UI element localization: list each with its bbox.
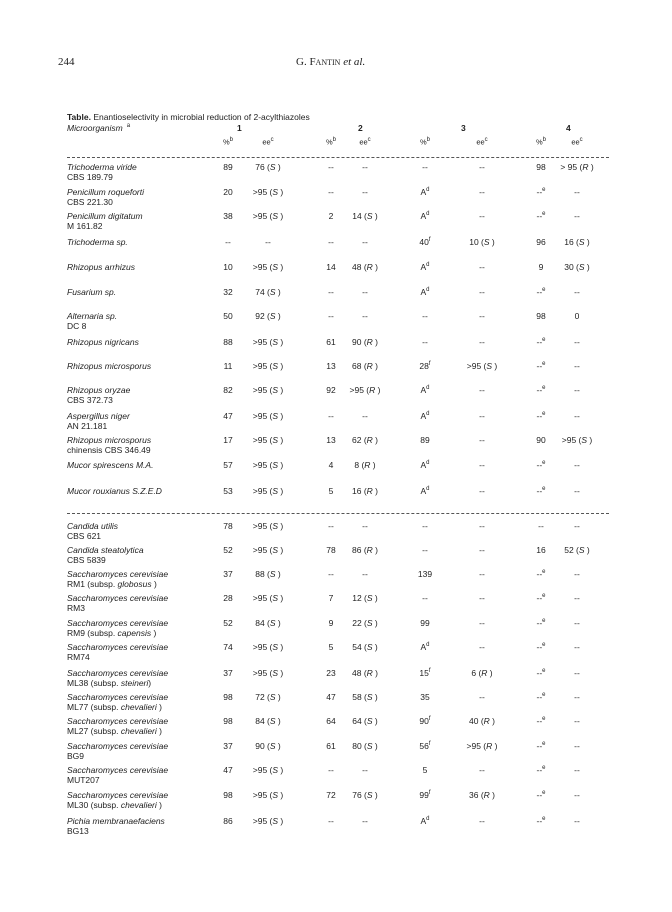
yield-cell: $A^d$ (420, 211, 430, 221)
ee-cell: -- (362, 187, 368, 197)
yield-cell: -- (328, 311, 334, 321)
organism-name: Penicillum digitatum (67, 211, 143, 221)
yield-cell: 86 (223, 816, 233, 826)
organism-name: Aspergillus niger (67, 411, 130, 421)
ee-cell: -- (479, 593, 485, 603)
strain-label: CBS 372.73 (67, 395, 113, 405)
yield-cell: 53 (223, 486, 233, 496)
yield-cell: --$^e$ (536, 287, 546, 297)
yield-cell: 50 (223, 311, 233, 321)
ee-cell: >95 (S ) (252, 411, 284, 421)
ee-cell: 0 (574, 311, 580, 321)
compound-2-header: 2 (358, 123, 363, 133)
yield-cell: 11 (223, 361, 233, 371)
yield-cell: --$^e$ (536, 668, 546, 678)
yield-cell: 78 (223, 521, 233, 531)
yield-cell: 37 (223, 668, 233, 678)
ee-cell: 48 (R ) (352, 668, 378, 678)
ee-cell: -- (479, 287, 485, 297)
organism-name: Rhizopus nigricans (67, 337, 139, 347)
yield-cell: 28 (223, 593, 233, 603)
yield-cell: --$^e$ (536, 569, 546, 579)
percent-subheader: %$^b$ (325, 137, 337, 147)
yield-cell: -- (328, 237, 334, 247)
ee-subheader: $ee^c$ (262, 137, 274, 147)
ee-cell: >95 (S ) (252, 593, 284, 603)
ee-cell: >95 (S ) (252, 486, 284, 496)
ee-cell: >95 (R ) (466, 741, 498, 751)
yield-cell: -- (328, 521, 334, 531)
ee-cell: -- (574, 716, 580, 726)
ee-cell: 86 (R ) (352, 545, 378, 555)
ee-cell: -- (574, 668, 580, 678)
yield-cell: 7 (328, 593, 334, 603)
yield-cell: 56$^f$ (419, 741, 431, 751)
strain-label: chinensis CBS 346.49 (67, 445, 151, 455)
organism-name: Saccharomyces cerevisiae (67, 642, 169, 652)
ee-cell: -- (362, 411, 368, 421)
ee-cell: -- (574, 593, 580, 603)
yield-cell: -- (328, 287, 334, 297)
ee-cell: >95 (S ) (252, 262, 284, 272)
ee-cell: 6 (R ) (471, 668, 493, 678)
ee-cell: 8 (R ) (354, 460, 376, 470)
table-divider-top (67, 157, 609, 158)
ee-cell: 72 (S ) (255, 692, 281, 702)
strain-label: BG13 (67, 826, 89, 836)
ee-cell: >95 (S ) (252, 521, 284, 531)
yield-cell: --$^e$ (536, 642, 546, 652)
organism-name: Saccharomyces cerevisiae (67, 765, 169, 775)
yield-cell: --$^e$ (536, 765, 546, 775)
strain-label: AN 21.181 (67, 421, 108, 431)
ee-cell: -- (362, 311, 368, 321)
yield-cell: --$^e$ (536, 187, 546, 197)
ee-subheader: $ee^c$ (571, 137, 583, 147)
yield-cell: -- (328, 816, 334, 826)
percent-subheader: %$^b$ (222, 137, 234, 147)
yield-cell: -- (328, 411, 334, 421)
yield-cell: --$^e$ (536, 716, 546, 726)
compound-3-header: 3 (461, 123, 466, 133)
ee-cell: -- (479, 337, 485, 347)
ee-cell: >95 (S ) (252, 668, 284, 678)
ee-cell: -- (479, 435, 485, 445)
strain-label: RM3 (67, 603, 85, 613)
yield-cell: 98 (536, 162, 546, 172)
yield-cell: 9 (538, 262, 544, 272)
ee-cell: -- (574, 211, 580, 221)
ee-cell: >95 (R ) (349, 385, 381, 395)
yield-cell: 40$^f$ (419, 237, 431, 247)
ee-cell: 80 (S ) (352, 741, 378, 751)
ee-cell: -- (574, 385, 580, 395)
yield-cell: --$^e$ (536, 692, 546, 702)
organism-name: Candida utilis (67, 521, 119, 531)
microorganism-header: Microorganism $^a$ (67, 123, 131, 133)
ee-cell: 16 (R ) (352, 486, 378, 496)
yield-cell: 5 (328, 486, 334, 496)
ee-cell: -- (479, 618, 485, 628)
yield-cell: --$^e$ (536, 361, 546, 371)
compound-1-header: 1 (237, 123, 242, 133)
yield-cell: -- (328, 765, 334, 775)
organism-name: Candida steatolytica (67, 545, 144, 555)
ee-cell: -- (479, 692, 485, 702)
strain-label: RM1 (subsp. globosus ) (67, 579, 157, 589)
ee-cell: 48 (R ) (352, 262, 378, 272)
yield-cell: 2 (328, 211, 334, 221)
ee-cell: -- (479, 411, 485, 421)
strain-label: CBS 221.30 (67, 197, 113, 207)
ee-cell: -- (362, 816, 368, 826)
ee-cell: >95 (S ) (466, 361, 498, 371)
yield-cell: $A^d$ (420, 187, 430, 197)
yield-cell: --$^e$ (536, 816, 546, 826)
ee-cell: 76 (S ) (255, 162, 281, 172)
ee-cell: 74 (S ) (255, 287, 281, 297)
ee-cell: 16 (S ) (564, 237, 590, 247)
organism-name: Trichoderma sp. (67, 237, 128, 247)
yield-cell: 98 (536, 311, 546, 321)
yield-cell: 98 (223, 716, 233, 726)
yield-cell: 16 (536, 545, 546, 555)
yield-cell: 61 (326, 741, 336, 751)
yield-cell: -- (225, 237, 231, 247)
yield-cell: 89 (420, 435, 430, 445)
yield-cell: -- (422, 545, 428, 555)
ee-subheader: $ee^c$ (359, 137, 371, 147)
yield-cell: -- (422, 521, 428, 531)
yield-cell: 99 (420, 618, 430, 628)
ee-cell: 14 (S ) (352, 211, 378, 221)
yield-cell: $A^d$ (420, 642, 430, 652)
ee-cell: -- (574, 460, 580, 470)
yield-cell: --$^e$ (536, 211, 546, 221)
organism-name: Saccharomyces cerevisiae (67, 668, 169, 678)
strain-label: RM9 (subsp. capensis ) (67, 628, 157, 638)
strain-label: ML38 (subsp. steineri) (67, 678, 152, 688)
ee-cell: -- (479, 569, 485, 579)
yield-cell: 23 (326, 668, 336, 678)
ee-cell: -- (574, 642, 580, 652)
organism-name: Rhizopus arrhizus (67, 262, 136, 272)
yield-cell: 5 (422, 765, 428, 775)
ee-cell: 30 (S ) (564, 262, 590, 272)
organism-name: Penicillum roqueforti (67, 187, 145, 197)
ee-cell: -- (479, 765, 485, 775)
yield-cell: 72 (326, 790, 336, 800)
ee-cell: -- (479, 162, 485, 172)
ee-cell: 68 (R ) (352, 361, 378, 371)
strain-label: ML77 (subsp. chevalieri ) (67, 702, 162, 712)
ee-cell: -- (574, 287, 580, 297)
yield-cell: 89 (223, 162, 233, 172)
ee-cell: 84 (S ) (255, 618, 281, 628)
yield-cell: 57 (223, 460, 233, 470)
ee-cell: -- (479, 642, 485, 652)
yield-cell: --$^e$ (536, 618, 546, 628)
yield-cell: $A^d$ (420, 385, 430, 395)
organism-name: Mucor rouxianus S.Z.E.D (67, 486, 162, 496)
ee-cell: 84 (S ) (255, 716, 281, 726)
ee-cell: -- (479, 545, 485, 555)
strain-label: MUT207 (67, 775, 100, 785)
organism-name: Trichoderma viride (67, 162, 137, 172)
yield-cell: 38 (223, 211, 233, 221)
organism-name: Fusarium sp. (67, 287, 117, 297)
ee-cell: 88 (S ) (255, 569, 281, 579)
ee-cell: >95 (S ) (252, 337, 284, 347)
strain-label: BG9 (67, 751, 85, 761)
yield-cell: 5 (328, 642, 334, 652)
ee-cell: >95 (S ) (252, 211, 284, 221)
yield-cell: 90 (536, 435, 546, 445)
ee-cell: > 95 (R ) (560, 162, 594, 172)
yield-cell: 10 (223, 262, 233, 272)
organism-name: Saccharomyces cerevisiae (67, 716, 169, 726)
ee-cell: 10 (S ) (469, 237, 495, 247)
ee-cell: 58 (S ) (352, 692, 378, 702)
yield-cell: 139 (417, 569, 433, 579)
ee-cell: -- (574, 337, 580, 347)
yield-cell: $A^d$ (420, 411, 430, 421)
yield-cell: --$^e$ (536, 460, 546, 470)
yield-cell: 35 (420, 692, 430, 702)
yield-cell: 52 (223, 618, 233, 628)
yield-cell: $A^d$ (420, 460, 430, 470)
yield-cell: -- (422, 311, 428, 321)
yield-cell: $A^d$ (420, 262, 430, 272)
yield-cell: 74 (223, 642, 233, 652)
yield-cell: -- (538, 521, 544, 531)
ee-cell: -- (574, 187, 580, 197)
yield-cell: -- (422, 337, 428, 347)
strain-label: DC 8 (67, 321, 87, 331)
yield-cell: $A^d$ (420, 816, 430, 826)
yield-cell: 20 (223, 187, 233, 197)
yield-cell: $A^d$ (420, 287, 430, 297)
yield-cell: 96 (536, 237, 546, 247)
ee-cell: -- (362, 765, 368, 775)
ee-cell: -- (362, 521, 368, 531)
yield-cell: --$^e$ (536, 486, 546, 496)
ee-cell: -- (574, 569, 580, 579)
percent-subheader: %$^b$ (419, 137, 431, 147)
yield-cell: --$^e$ (536, 593, 546, 603)
yield-cell: 37 (223, 741, 233, 751)
organism-name: Saccharomyces cerevisiae (67, 618, 169, 628)
yield-cell: --$^e$ (536, 411, 546, 421)
yield-cell: 15$^f$ (419, 668, 431, 678)
ee-cell: 90 (S ) (255, 741, 281, 751)
strain-label: ML30 (subsp. chevalieri ) (67, 800, 162, 810)
yield-cell: 47 (223, 411, 233, 421)
yield-cell: 61 (326, 337, 336, 347)
ee-cell: 52 (S ) (564, 545, 590, 555)
yield-cell: -- (328, 162, 334, 172)
yield-cell: 82 (223, 385, 233, 395)
organism-name: Rhizopus microsporus (67, 435, 152, 445)
ee-cell: -- (574, 411, 580, 421)
yield-cell: -- (328, 569, 334, 579)
strain-label: ML27 (subsp. chevalieri ) (67, 726, 162, 736)
yield-cell: 78 (326, 545, 336, 555)
ee-cell: -- (479, 211, 485, 221)
ee-cell: >95 (S ) (252, 385, 284, 395)
yield-cell: 64 (326, 716, 336, 726)
strain-label: M 161.82 (67, 221, 103, 231)
organism-name: Saccharomyces cerevisiae (67, 692, 169, 702)
yield-cell: $A^d$ (420, 486, 430, 496)
ee-cell: -- (574, 486, 580, 496)
ee-cell: -- (362, 162, 368, 172)
ee-cell: 90 (R ) (352, 337, 378, 347)
ee-cell: -- (574, 765, 580, 775)
organism-name: Rhizopus oryzae (67, 385, 131, 395)
compound-4-header: 4 (566, 123, 571, 133)
ee-cell: >95 (S ) (252, 545, 284, 555)
ee-cell: 22 (S ) (352, 618, 378, 628)
yield-cell: 37 (223, 569, 233, 579)
yield-cell: 92 (326, 385, 336, 395)
ee-cell: -- (574, 618, 580, 628)
ee-cell: -- (362, 569, 368, 579)
yield-cell: -- (328, 187, 334, 197)
ee-cell: -- (362, 287, 368, 297)
ee-cell: 40 (R ) (469, 716, 495, 726)
ee-subheader: $ee^c$ (476, 137, 488, 147)
organism-name: Saccharomyces cerevisiae (67, 593, 169, 603)
yield-cell: 90$^f$ (419, 716, 431, 726)
ee-cell: -- (574, 790, 580, 800)
organism-name: Saccharomyces cerevisiae (67, 741, 169, 751)
ee-cell: >95 (S ) (252, 435, 284, 445)
yield-cell: 9 (328, 618, 334, 628)
strain-label: CBS 5839 (67, 555, 106, 565)
ee-cell: >95 (S ) (252, 816, 284, 826)
ee-cell: -- (574, 692, 580, 702)
organism-name: Alternaria sp. (67, 311, 118, 321)
ee-cell: >95 (S ) (252, 765, 284, 775)
ee-cell: -- (265, 237, 271, 247)
ee-cell: >95 (S ) (252, 361, 284, 371)
strain-label: CBS 621 (67, 531, 102, 541)
yield-cell: 4 (328, 460, 334, 470)
running-title: G. Fantin et al. (296, 56, 366, 68)
organism-name: Saccharomyces cerevisiae (67, 569, 169, 579)
ee-cell: >95 (S ) (252, 790, 284, 800)
percent-subheader: %$^b$ (535, 137, 547, 147)
table-caption: Table. Enantioselectivity in microbial reduction of 2-acylthiazoles (67, 112, 310, 122)
ee-cell: -- (574, 741, 580, 751)
yield-cell: 52 (223, 545, 233, 555)
yield-cell: --$^e$ (536, 337, 546, 347)
ee-cell: 76 (S ) (352, 790, 378, 800)
ee-cell: 36 (R ) (469, 790, 495, 800)
strain-label: RM74 (67, 652, 90, 662)
yield-cell: --$^e$ (536, 741, 546, 751)
ee-cell: -- (479, 816, 485, 826)
yield-cell: 47 (223, 765, 233, 775)
ee-cell: -- (479, 311, 485, 321)
ee-cell: -- (574, 361, 580, 371)
yield-cell: 32 (223, 287, 233, 297)
yield-cell: 88 (223, 337, 233, 347)
ee-cell: 54 (S ) (352, 642, 378, 652)
yield-cell: --$^e$ (536, 385, 546, 395)
yield-cell: 17 (223, 435, 233, 445)
yield-cell: -- (422, 593, 428, 603)
yield-cell: 47 (326, 692, 336, 702)
ee-cell: >95 (S ) (252, 642, 284, 652)
ee-cell: -- (479, 262, 485, 272)
organism-name: Pichia membranaefaciens (67, 816, 165, 826)
ee-cell: 64 (S ) (352, 716, 378, 726)
yield-cell: 98 (223, 692, 233, 702)
ee-cell: >95 (S ) (252, 187, 284, 197)
yield-cell: --$^e$ (536, 790, 546, 800)
ee-cell: >95 (S ) (561, 435, 593, 445)
strain-label: CBS 189.79 (67, 172, 113, 182)
yield-cell: 13 (326, 361, 336, 371)
organism-name: Saccharomyces cerevisiae (67, 790, 169, 800)
ee-cell: -- (574, 816, 580, 826)
yield-cell: 98 (223, 790, 233, 800)
table-divider-middle (67, 513, 609, 514)
ee-cell: 62 (R ) (352, 435, 378, 445)
yield-cell: 99$^f$ (419, 790, 431, 800)
yield-cell: 28$^f$ (419, 361, 431, 371)
ee-cell: -- (479, 460, 485, 470)
yield-cell: -- (422, 162, 428, 172)
ee-cell: -- (479, 486, 485, 496)
organism-name: Mucor spirescens M.A. (67, 460, 154, 470)
yield-cell: 13 (326, 435, 336, 445)
ee-cell: -- (574, 521, 580, 531)
yield-cell: 14 (326, 262, 336, 272)
ee-cell: -- (479, 187, 485, 197)
ee-cell: 92 (S ) (255, 311, 281, 321)
organism-name: Rhizopus microsporus (67, 361, 152, 371)
ee-cell: -- (362, 237, 368, 247)
page-number: 244 (58, 56, 75, 68)
ee-cell: >95 (S ) (252, 460, 284, 470)
ee-cell: -- (479, 385, 485, 395)
ee-cell: -- (479, 521, 485, 531)
ee-cell: 12 (S ) (352, 593, 378, 603)
